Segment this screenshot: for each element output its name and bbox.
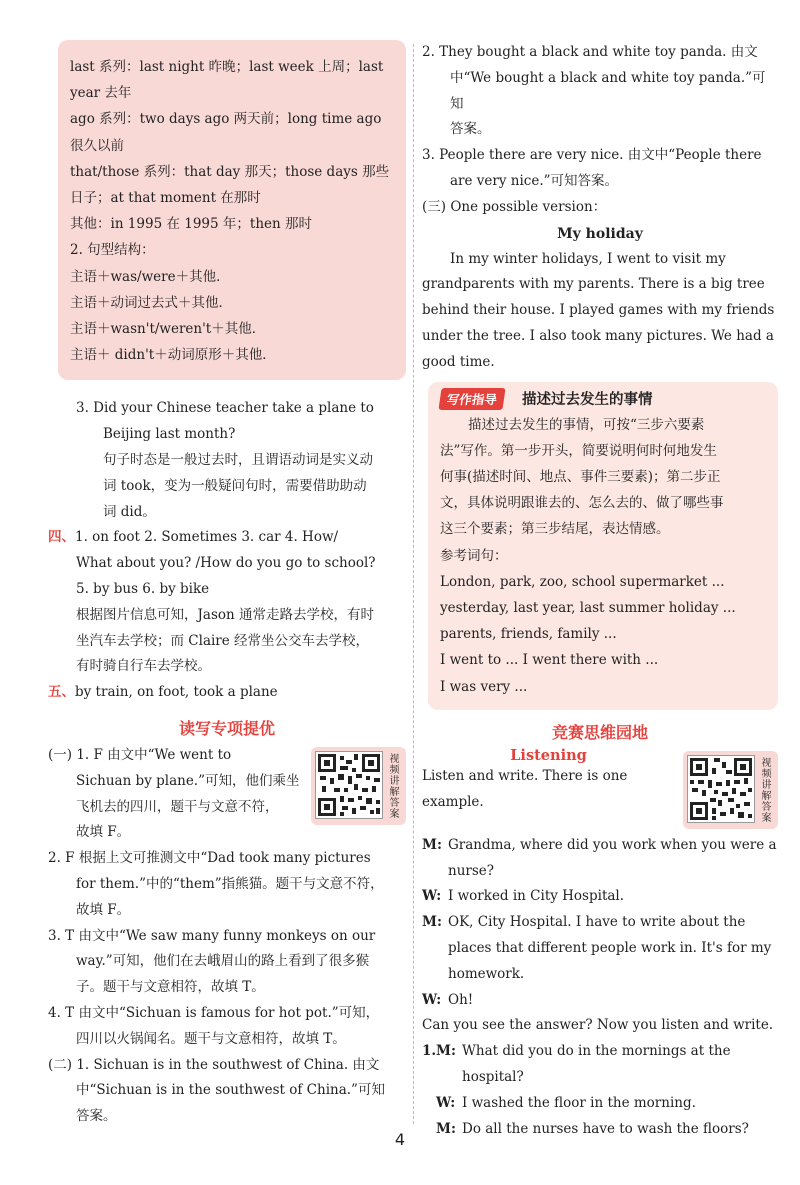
tip-line: 这三个要素；第三步结尾，表达情感。 [440,521,670,538]
rw2-line: 故填 F。 [76,901,131,918]
dialog-text: Grandma, where did you work when you were a nurse? [448,836,777,879]
speaker: M: [422,836,442,853]
tip-line: 何事(描述时间、地点、事件三要素)；第二步正 [440,468,721,485]
speaker: M: [436,1120,456,1137]
speaker: W: [422,888,442,905]
listening-title: Listening [510,746,587,764]
writing-tip-box [428,382,778,710]
right-column [422,40,778,1142]
dialog-text: OK, City Hospital. I have to write about the places that different people work in. It's for my homework. [448,914,772,982]
rw3-line: 子。题干与文意相符，故填 T。 [76,979,265,996]
a3-line: 3. People there are very nice. 由文中“People there [422,147,762,164]
rw5-line: (二) 1. Sichuan is in the southwest of China. 由文 [48,1056,380,1073]
dialog-text: I washed the floor in the morning. [462,1094,696,1111]
rw4-line: 四川以火锅闻名。题干与文意相符，故填 T。 [76,1030,346,1047]
grammar-box [58,40,406,380]
dialog-text: I worked in City Hospital. [448,888,625,905]
intro-line: Listen and write. There is one [422,767,628,784]
essay [422,247,778,376]
left-column [48,40,406,1130]
q3-line: 词 took，变为一般疑问句时，需要借助助动 [103,477,367,494]
dialog-line [422,884,778,910]
box-line: 2. 句型结构： [70,242,155,259]
rw-answer-5 [48,1053,406,1130]
rw1-line: (一) 1. F 由文中“We went to [48,747,232,763]
speaker: M: [422,914,442,931]
essay-line: good time. [422,353,495,370]
sec4-line: 5. by bus 6. by bike [76,581,210,598]
tip-line: 文，具体说明跟谁去的、怎么去的、做了哪些事 [440,495,724,512]
listening-section [422,747,778,1143]
qr-label: 视频讲解答案 [759,756,770,823]
rw1-line: 飞机去的四川，题干与文意不符， [76,798,279,815]
rw-answer-1 [48,743,406,846]
box-line: 主语＋was/were＋其他． [70,268,230,285]
essay-line: behind their house. I played games with my friends [422,302,775,319]
answer-q3 [48,396,406,525]
answer-2 [422,40,778,143]
sec4-line: What about you? /How do you go to school? [76,555,376,572]
a3-line: are very nice.”可知答案。 [450,172,619,189]
qr-label: 视频讲解答案 [387,753,398,819]
section-5-label: 五、 [48,684,75,701]
tip-line: 描述过去发生的事情，可按“三步六要素 [468,416,705,433]
tip-line: yesterday, last year, last summer holiday ... [440,599,736,616]
tip-title: 描述过去发生的事情 [522,392,653,409]
q3-line: Beijing last month? [103,426,236,443]
rw1-line: Sichuan by plane.”可知，他们乘坐 [76,772,300,789]
rw5-line: 中“Sichuan is in the southwest of China.”可知 [76,1082,385,1099]
box-line: 主语＋wasn't/weren't＋其他． [70,321,266,338]
sec4-line: 有时骑自行车去学校。 [76,658,211,675]
dialog-line [422,988,778,1014]
tip-header [440,388,766,410]
rw4-line: 4. T 由文中“Sichuan is famous for hot pot.”可知， [48,1004,380,1021]
essay-line: under the tree. I also took many pictures. We had a [422,327,774,344]
rw3-line: 3. T 由文中“We saw many funny monkeys on our [48,927,376,944]
box-line: 主语＋动词过去式＋其他． [70,294,232,311]
speaker: W: [436,1094,456,1111]
section-4 [48,525,406,680]
tip-line: parents, friends, family ... [440,626,617,643]
sec5-text: by train, on foot, took a plane [75,684,278,701]
tip-line: I was very ... [440,678,528,695]
rw2-line: 2. F 根据上文可推测文中“Dad took many pictures [48,850,371,867]
sec4-line: 坐汽车去学校；而 Claire 经常坐公交车去学校， [76,632,370,649]
dialog-text: What did you do in the mornings at the hospital? [462,1043,731,1085]
sec4-line: 1. on foot 2. Sometimes 3. car 4. How/ [75,529,339,546]
section-title-reading-writing: 读写专项提优 [178,719,275,738]
rw5-line: 答案。 [76,1108,117,1125]
box-line: ago 系列：two days ago 两天前；long time ago [70,111,382,128]
page-number: 4 [394,1130,406,1149]
tip-line: 参考词句： [440,547,508,564]
tip-line: I went to ... I went there with ... [440,652,659,669]
a2-line: 答案。 [450,121,491,138]
qr-code-icon [315,751,383,819]
rw1-line: 故填 F。 [76,824,131,841]
rw-answer-3 [48,924,406,1001]
dialog-line [422,1039,778,1091]
essay-title: My holiday [557,225,643,242]
qr-code-left[interactable] [311,747,406,825]
dialog-line [422,1091,778,1117]
box-line: 很久以前 [70,137,124,154]
tip-line: 法”写作。第一步开头，简要说明何时何地发生 [440,442,717,459]
qr-code-icon [687,755,755,823]
q3-line: 3. Did your Chinese teacher take a plane to [76,400,374,417]
prompt-line: Can you see the answer? Now you listen and write. [422,1017,774,1034]
question-number: 1. [422,1043,437,1060]
qr-code-right[interactable] [683,751,778,829]
rw3-line: way.”可知，他们在去峨眉山的路上看到了很多猴 [76,953,370,970]
a2-line: 中“We bought a black and white toy panda.”可知 [450,69,766,112]
dialog-line [422,833,778,885]
box-line: year 去年 [70,85,132,102]
box-line: 主语＋ didn't＋动词原形＋其他． [70,347,276,364]
box-line: 其他：in 1995 在 1995 年；then 那时 [70,216,312,233]
sec4-line: 根据图片信息可知，Jason 通常走路去学校，有时 [76,606,375,623]
essay-line: grandparents with my parents. There is a big tree [422,276,765,293]
a2-line: 2. They bought a black and white toy panda. 由文 [422,44,758,60]
intro-line: example. [422,793,484,810]
box-line: 日子；at that moment 在那时 [70,190,261,207]
section-5 [48,680,406,706]
speaker: W: [422,991,442,1008]
version-label: (三) One possible version： [422,198,607,215]
box-line: that/those 系列：that day 那天；those days 那些 [70,163,390,180]
dialog-text: Oh! [448,991,474,1008]
column-divider [413,44,414,1124]
rw-answer-4 [48,1001,406,1053]
section-4-label: 四、 [48,529,75,546]
section-title-competition: 竞赛思维园地 [551,722,648,742]
speaker: M: [436,1043,456,1060]
q3-line: 句子时态是一般过去时，且谓语动词是实义动 [103,452,373,469]
tip-badge: 写作指导 [438,388,505,410]
box-line: last 系列：last night 昨晚；last week 上周；last [70,59,384,75]
rw-answer-2 [48,846,406,923]
essay-line: In my winter holidays, I went to visit my [450,250,726,267]
tip-line: London, park, zoo, school supermarket ... [440,573,725,590]
q3-line: 词 did。 [103,503,156,520]
dialog-line [422,910,778,987]
rw2-line: for them.”中的“them”指熊猫。题干与文意不符， [76,875,384,892]
answer-3 [422,143,778,195]
dialog-text: Do all the nurses have to wash the floors? [462,1120,749,1137]
